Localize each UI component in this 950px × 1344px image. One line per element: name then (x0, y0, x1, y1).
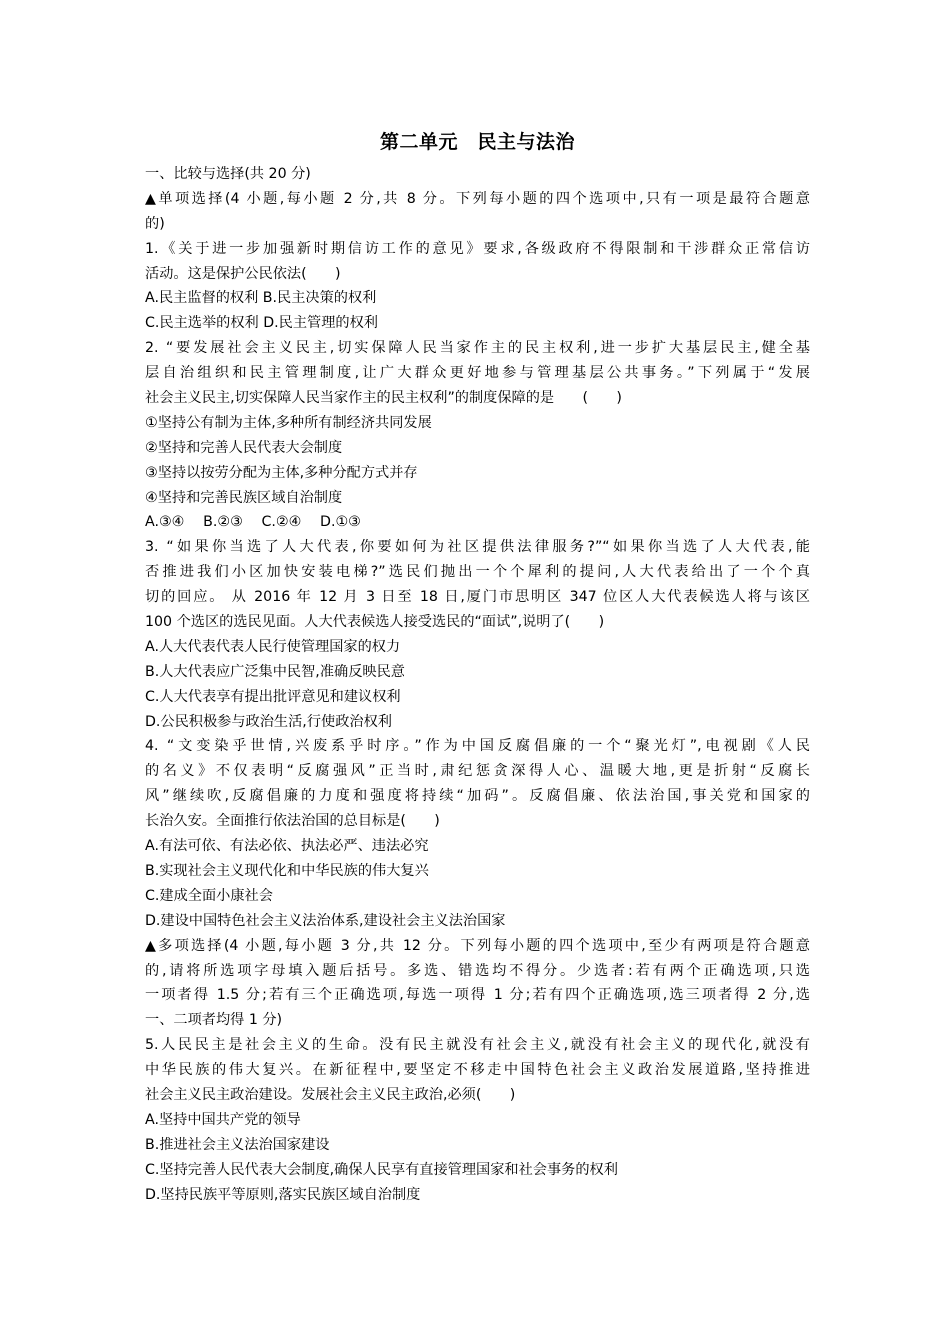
text-line: C.建成全面小康社会 (145, 887, 273, 904)
text-line: ①坚持公有制为主体,多种所有制经济共同发展 (145, 414, 432, 431)
text-line: 社会主义民主,切实保障人民当家作主的民主权利”的制度保障的是 ( ) (145, 390, 622, 407)
text-line: D.建设中国特色社会主义法治体系,建设社会主义法治国家 (145, 912, 506, 929)
text-line: A.人大代表代表人民行使管理国家的权力 (145, 638, 401, 655)
text-line: 1.《关于进一步加强新时期信访工作的意见》要求,各级政府不得限制和干涉群众正常信访 (145, 240, 810, 257)
text-line: 一、二项者均得 1 分) (145, 1012, 283, 1029)
text-line: B.推进社会主义法治国家建设 (145, 1136, 330, 1153)
text-line: A.坚持中国共产党的领导 (145, 1111, 301, 1128)
text-line: 中华民族的伟大复兴。在新征程中,要坚定不移走中国特色社会主义政治发展道路,坚持推进 (145, 1062, 810, 1079)
document-page (145, 126, 810, 1207)
text-line: ③坚持以按劳分配为主体,多种分配方式并存 (145, 464, 418, 481)
text-line: 5.人民民主是社会主义的生命。没有民主就没有社会主义,就没有社会主义的现代化,就没有 (145, 1037, 810, 1054)
text-line: A.民主监督的权利 B.民主决策的权利 (145, 290, 377, 307)
text-line: 切的回应。 从 2016 年 12 月 3 日至 18 日,厦门市思明区 347 位区人大代表候选人将与该区 (145, 589, 810, 606)
text-line: 活动。这是保护公民依法( ) (145, 265, 341, 282)
text-line: 风”继续吹,反腐倡廉的力度和强度将持续“加码”。反腐倡廉、依法治国,事关党和国家的 (145, 788, 810, 805)
text-line: 层自治组织和民主管理制度,让广大群众更好地参与管理基层公共事务。”下列属于“发展 (145, 365, 810, 382)
text-line: 否推进我们小区加快安装电梯?”选民们抛出一个个犀利的提问,人大代表给出了一个个真 (145, 564, 810, 581)
text-line: 的) (145, 215, 165, 232)
text-line: 的名义》不仅表明“反腐强风”正当时,肃纪惩贪深得人心、温暖大地,更是折射“反腐长 (145, 763, 810, 780)
text-line: ▲单项选择(4 小题,每小题 2 分,共 8 分。下列每小题的四个选项中,只有一项是最符合题意 (145, 190, 810, 207)
text-line: ②坚持和完善人民代表大会制度 (145, 439, 343, 456)
text-line: C.坚持完善人民代表大会制度,确保人民享有直接管理国家和社会事务的权利 (145, 1161, 618, 1178)
text-line: ④坚持和完善民族区域自治制度 (145, 489, 343, 506)
text-line: 3. “如果你当选了人大代表,你要如何为社区提供法律服务?”“如果你当选了人大代表,能 (145, 539, 810, 556)
text-line: 一项者得 1.5 分;若有三个正确选项,每选一项得 1 分;若有四个正确选项,选三项者得 2 分,选 (145, 987, 810, 1004)
text-line: 长治久安。全面推行依法治国的总目标是( ) (145, 813, 440, 830)
text-line: B.实现社会主义现代化和中华民族的伟大复兴 (145, 862, 429, 879)
text-line: A.③④ B.②③ C.②④ D.①③ (145, 514, 361, 531)
unit-title: 第二单元 民主与法治 (379, 131, 575, 153)
text-line: 2. “要发展社会主义民主,切实保障人民当家作主的民主权利,进一步扩大基层民主,健全基 (145, 340, 810, 357)
question-body (145, 162, 810, 1207)
text-line: 4. “文变染乎世情,兴废系乎时序。”作为中国反腐倡廉的一个“聚光灯”,电视剧《人民 (145, 738, 810, 755)
text-line: D.公民积极参与政治生活,行使政治权利 (145, 713, 392, 730)
text-line: 社会主义民主政治建设。发展社会主义民主政治,必须( ) (145, 1086, 516, 1103)
text-line: 的,请将所选项字母填入题后括号。多选、错选均不得分。少选者:若有两个正确选项,只选 (145, 962, 810, 979)
text-line: C.民主选举的权利 D.民主管理的权利 (145, 315, 378, 332)
text-line: 100 个选区的选民见面。人大代表候选人接受选民的“面试”,说明了( ) (145, 614, 605, 631)
text-line: D.坚持民族平等原则,落实民族区域自治制度 (145, 1186, 421, 1203)
text-line: A.有法可依、有法必依、执法必严、违法必究 (145, 838, 429, 855)
text-line: 一、比较与选择(共 20 分) (145, 166, 311, 182)
text-line: ▲多项选择(4 小题,每小题 3 分,共 12 分。下列每小题的四个选项中,至少有两项是符合题意 (145, 937, 810, 954)
text-line: C.人大代表享有提出批评意见和建议权利 (145, 688, 401, 705)
text-line: B.人大代表应广泛集中民智,准确反映民意 (145, 663, 405, 680)
